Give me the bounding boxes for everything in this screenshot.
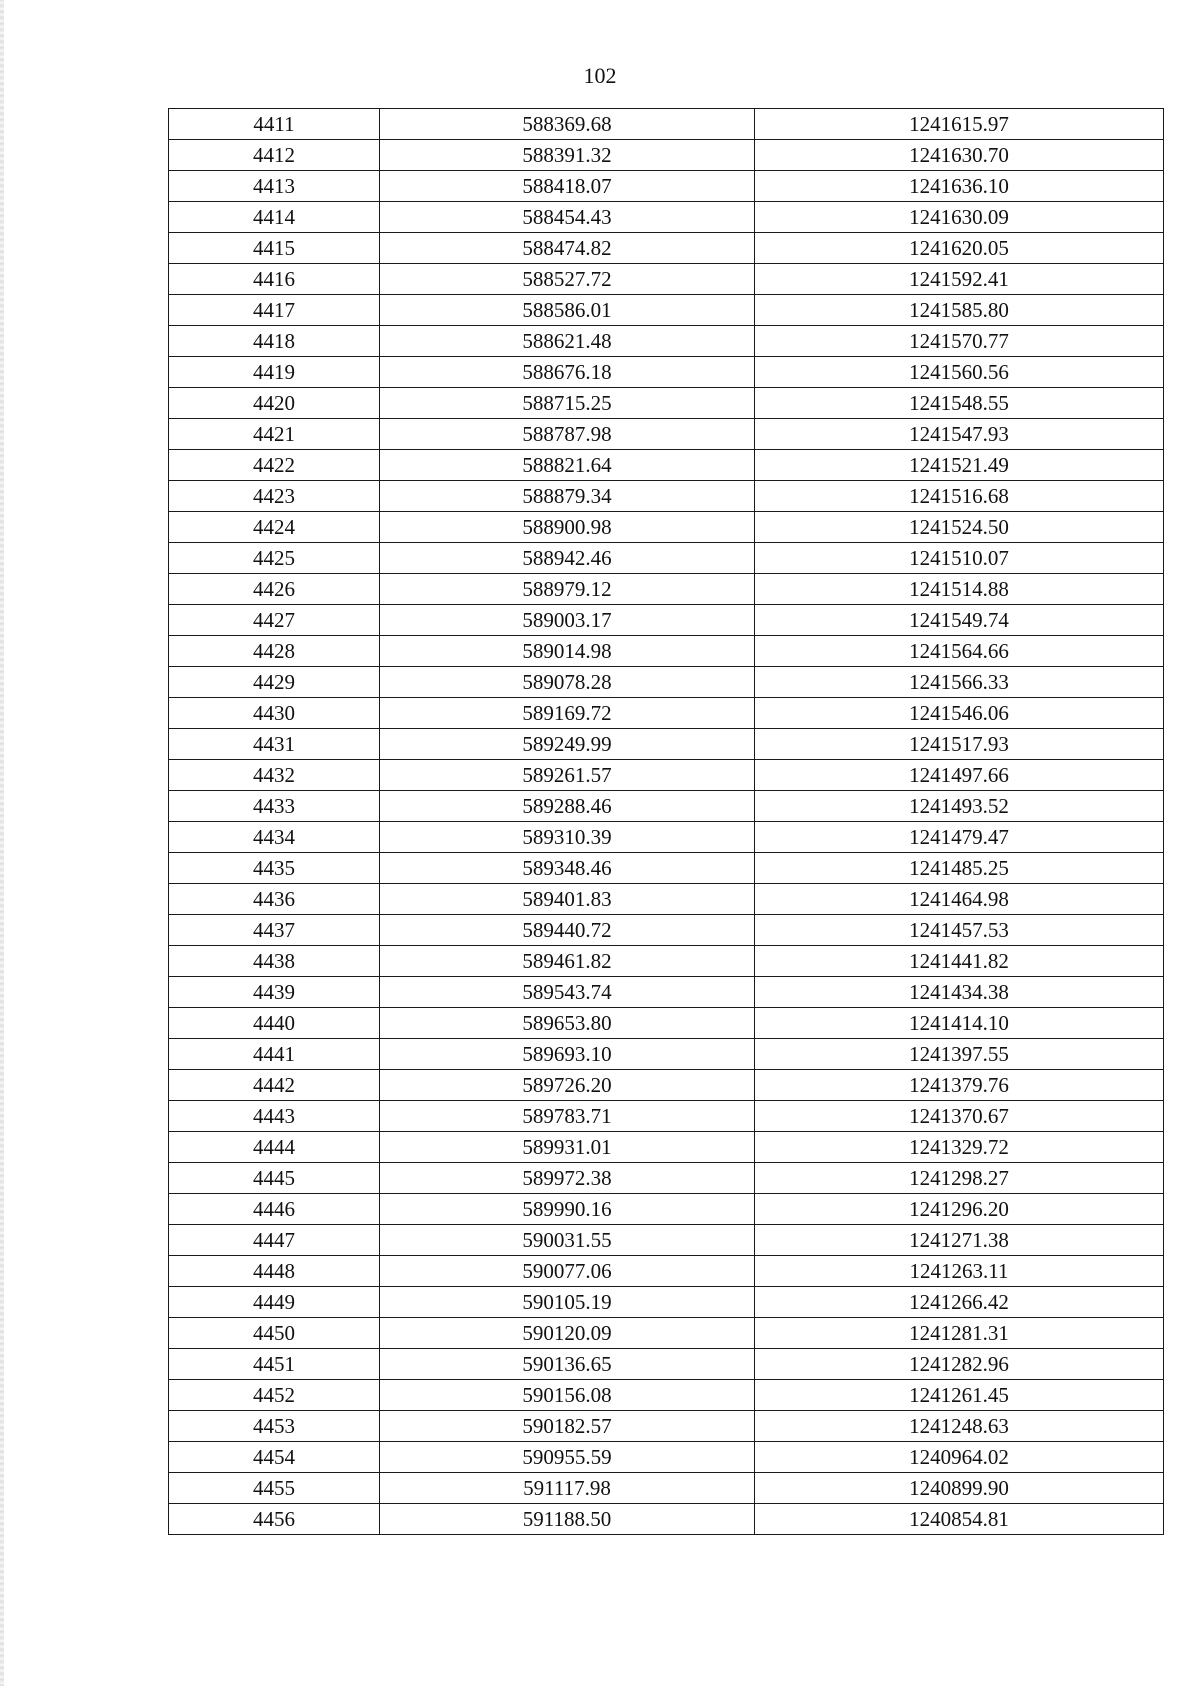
point-number-cell: 4422 (169, 450, 380, 481)
x-coordinate-cell: 588942.46 (380, 543, 755, 574)
x-coordinate-cell: 589014.98 (380, 636, 755, 667)
table-row (169, 1008, 1164, 1039)
table-row (169, 1349, 1164, 1380)
point-number-cell: 4423 (169, 481, 380, 512)
table-row (169, 140, 1164, 171)
table-row (169, 1132, 1164, 1163)
point-number-cell: 4413 (169, 171, 380, 202)
y-coordinate-cell: 1241497.66 (755, 760, 1164, 791)
point-number-cell: 4426 (169, 574, 380, 605)
table-row (169, 171, 1164, 202)
y-coordinate-cell: 1241441.82 (755, 946, 1164, 977)
point-number-cell: 4452 (169, 1380, 380, 1411)
table-row (169, 667, 1164, 698)
point-number-cell: 4431 (169, 729, 380, 760)
x-coordinate-cell: 588715.25 (380, 388, 755, 419)
point-number-cell: 4414 (169, 202, 380, 233)
y-coordinate-cell: 1241271.38 (755, 1225, 1164, 1256)
y-coordinate-cell: 1241493.52 (755, 791, 1164, 822)
point-number-cell: 4448 (169, 1256, 380, 1287)
point-number-cell: 4440 (169, 1008, 380, 1039)
table-row (169, 1039, 1164, 1070)
table-row (169, 326, 1164, 357)
point-number-cell: 4424 (169, 512, 380, 543)
y-coordinate-cell: 1241397.55 (755, 1039, 1164, 1070)
table-row (169, 1442, 1164, 1473)
point-number-cell: 4437 (169, 915, 380, 946)
point-number-cell: 4451 (169, 1349, 380, 1380)
x-coordinate-cell: 588900.98 (380, 512, 755, 543)
x-coordinate-cell: 589972.38 (380, 1163, 755, 1194)
y-coordinate-cell: 1241457.53 (755, 915, 1164, 946)
x-coordinate-cell: 588821.64 (380, 450, 755, 481)
table-row (169, 1504, 1164, 1535)
y-coordinate-cell: 1241547.93 (755, 419, 1164, 450)
x-coordinate-cell: 588391.32 (380, 140, 755, 171)
table-row (169, 357, 1164, 388)
y-coordinate-cell: 1241546.06 (755, 698, 1164, 729)
table-row (169, 1070, 1164, 1101)
x-coordinate-cell: 588418.07 (380, 171, 755, 202)
table-row (169, 1380, 1164, 1411)
point-number-cell: 4454 (169, 1442, 380, 1473)
point-number-cell: 4434 (169, 822, 380, 853)
x-coordinate-cell: 589693.10 (380, 1039, 755, 1070)
y-coordinate-cell: 1241630.09 (755, 202, 1164, 233)
y-coordinate-cell: 1241521.49 (755, 450, 1164, 481)
y-coordinate-cell: 1241282.96 (755, 1349, 1164, 1380)
x-coordinate-cell: 589401.83 (380, 884, 755, 915)
table-row (169, 574, 1164, 605)
y-coordinate-cell: 1241281.31 (755, 1318, 1164, 1349)
point-number-cell: 4421 (169, 419, 380, 450)
x-coordinate-cell: 590136.65 (380, 1349, 755, 1380)
x-coordinate-cell: 590105.19 (380, 1287, 755, 1318)
point-number-cell: 4412 (169, 140, 380, 171)
point-number-cell: 4443 (169, 1101, 380, 1132)
point-number-cell: 4419 (169, 357, 380, 388)
table-row (169, 605, 1164, 636)
table-row (169, 1411, 1164, 1442)
table-row (169, 202, 1164, 233)
table-row (169, 915, 1164, 946)
x-coordinate-cell: 589169.72 (380, 698, 755, 729)
x-coordinate-cell: 590120.09 (380, 1318, 755, 1349)
y-coordinate-cell: 1241485.25 (755, 853, 1164, 884)
x-coordinate-cell: 589931.01 (380, 1132, 755, 1163)
x-coordinate-cell: 588979.12 (380, 574, 755, 605)
y-coordinate-cell: 1241329.72 (755, 1132, 1164, 1163)
point-number-cell: 4438 (169, 946, 380, 977)
y-coordinate-cell: 1241615.97 (755, 109, 1164, 140)
x-coordinate-cell: 589440.72 (380, 915, 755, 946)
point-number-cell: 4450 (169, 1318, 380, 1349)
point-number-cell: 4429 (169, 667, 380, 698)
x-coordinate-cell: 589726.20 (380, 1070, 755, 1101)
y-coordinate-cell: 1241263.11 (755, 1256, 1164, 1287)
x-coordinate-cell: 590182.57 (380, 1411, 755, 1442)
x-coordinate-cell: 588369.68 (380, 109, 755, 140)
y-coordinate-cell: 1241548.55 (755, 388, 1164, 419)
table-row (169, 636, 1164, 667)
x-coordinate-cell: 588527.72 (380, 264, 755, 295)
y-coordinate-cell: 1241566.33 (755, 667, 1164, 698)
y-coordinate-cell: 1241370.67 (755, 1101, 1164, 1132)
table-row (169, 1287, 1164, 1318)
point-number-cell: 4417 (169, 295, 380, 326)
point-number-cell: 4430 (169, 698, 380, 729)
x-coordinate-cell: 591117.98 (380, 1473, 755, 1504)
point-number-cell: 4439 (169, 977, 380, 1008)
table-row (169, 264, 1164, 295)
coordinates-table-body (169, 109, 1164, 1535)
y-coordinate-cell: 1240964.02 (755, 1442, 1164, 1473)
x-coordinate-cell: 589348.46 (380, 853, 755, 884)
point-number-cell: 4420 (169, 388, 380, 419)
x-coordinate-cell: 590955.59 (380, 1442, 755, 1473)
y-coordinate-cell: 1241479.47 (755, 822, 1164, 853)
x-coordinate-cell: 588621.48 (380, 326, 755, 357)
x-coordinate-cell: 590156.08 (380, 1380, 755, 1411)
table-row (169, 853, 1164, 884)
y-coordinate-cell: 1241620.05 (755, 233, 1164, 264)
table-row (169, 822, 1164, 853)
point-number-cell: 4441 (169, 1039, 380, 1070)
table-row (169, 1194, 1164, 1225)
table-row (169, 1256, 1164, 1287)
table-row (169, 233, 1164, 264)
y-coordinate-cell: 1241434.38 (755, 977, 1164, 1008)
table-row (169, 481, 1164, 512)
y-coordinate-cell: 1241570.77 (755, 326, 1164, 357)
table-row (169, 512, 1164, 543)
y-coordinate-cell: 1241261.45 (755, 1380, 1164, 1411)
y-coordinate-cell: 1241564.66 (755, 636, 1164, 667)
y-coordinate-cell: 1241298.27 (755, 1163, 1164, 1194)
point-number-cell: 4456 (169, 1504, 380, 1535)
y-coordinate-cell: 1241464.98 (755, 884, 1164, 915)
page-number: 102 (583, 63, 617, 88)
table-row (169, 1473, 1164, 1504)
x-coordinate-cell: 589990.16 (380, 1194, 755, 1225)
x-coordinate-cell: 589078.28 (380, 667, 755, 698)
x-coordinate-cell: 589783.71 (380, 1101, 755, 1132)
x-coordinate-cell: 590077.06 (380, 1256, 755, 1287)
y-coordinate-cell: 1241524.50 (755, 512, 1164, 543)
x-coordinate-cell: 588787.98 (380, 419, 755, 450)
x-coordinate-cell: 591188.50 (380, 1504, 755, 1535)
y-coordinate-cell: 1241630.70 (755, 140, 1164, 171)
point-number-cell: 4433 (169, 791, 380, 822)
table-row (169, 1318, 1164, 1349)
point-number-cell: 4415 (169, 233, 380, 264)
table-row (169, 946, 1164, 977)
y-coordinate-cell: 1241592.41 (755, 264, 1164, 295)
table-row (169, 791, 1164, 822)
point-number-cell: 4442 (169, 1070, 380, 1101)
y-coordinate-cell: 1241516.68 (755, 481, 1164, 512)
y-coordinate-cell: 1241636.10 (755, 171, 1164, 202)
x-coordinate-cell: 588879.34 (380, 481, 755, 512)
x-coordinate-cell: 588474.82 (380, 233, 755, 264)
table-row (169, 698, 1164, 729)
table-row (169, 884, 1164, 915)
y-coordinate-cell: 1241248.63 (755, 1411, 1164, 1442)
x-coordinate-cell: 588586.01 (380, 295, 755, 326)
point-number-cell: 4435 (169, 853, 380, 884)
point-number-cell: 4428 (169, 636, 380, 667)
x-coordinate-cell: 588676.18 (380, 357, 755, 388)
y-coordinate-cell: 1241510.07 (755, 543, 1164, 574)
table-row (169, 760, 1164, 791)
point-number-cell: 4427 (169, 605, 380, 636)
table-row (169, 419, 1164, 450)
y-coordinate-cell: 1240899.90 (755, 1473, 1164, 1504)
point-number-cell: 4455 (169, 1473, 380, 1504)
x-coordinate-cell: 589461.82 (380, 946, 755, 977)
table-row (169, 543, 1164, 574)
point-number-cell: 4446 (169, 1194, 380, 1225)
point-number-cell: 4445 (169, 1163, 380, 1194)
x-coordinate-cell: 590031.55 (380, 1225, 755, 1256)
point-number-cell: 4449 (169, 1287, 380, 1318)
x-coordinate-cell: 589543.74 (380, 977, 755, 1008)
scan-edge (0, 0, 4, 1686)
x-coordinate-cell: 589261.57 (380, 760, 755, 791)
coordinates-table-container (168, 108, 1163, 1535)
y-coordinate-cell: 1240854.81 (755, 1504, 1164, 1535)
x-coordinate-cell: 589288.46 (380, 791, 755, 822)
point-number-cell: 4447 (169, 1225, 380, 1256)
y-coordinate-cell: 1241560.56 (755, 357, 1164, 388)
x-coordinate-cell: 589310.39 (380, 822, 755, 853)
point-number-cell: 4444 (169, 1132, 380, 1163)
table-row (169, 295, 1164, 326)
point-number-cell: 4436 (169, 884, 380, 915)
y-coordinate-cell: 1241549.74 (755, 605, 1164, 636)
coordinates-table (168, 108, 1164, 1535)
point-number-cell: 4425 (169, 543, 380, 574)
point-number-cell: 4411 (169, 109, 380, 140)
x-coordinate-cell: 589249.99 (380, 729, 755, 760)
point-number-cell: 4416 (169, 264, 380, 295)
table-row (169, 977, 1164, 1008)
table-row (169, 1163, 1164, 1194)
point-number-cell: 4432 (169, 760, 380, 791)
y-coordinate-cell: 1241296.20 (755, 1194, 1164, 1225)
y-coordinate-cell: 1241585.80 (755, 295, 1164, 326)
x-coordinate-cell: 589653.80 (380, 1008, 755, 1039)
y-coordinate-cell: 1241517.93 (755, 729, 1164, 760)
y-coordinate-cell: 1241266.42 (755, 1287, 1164, 1318)
table-row (169, 729, 1164, 760)
point-number-cell: 4453 (169, 1411, 380, 1442)
y-coordinate-cell: 1241379.76 (755, 1070, 1164, 1101)
table-row (169, 1225, 1164, 1256)
table-row (169, 450, 1164, 481)
y-coordinate-cell: 1241514.88 (755, 574, 1164, 605)
table-row (169, 388, 1164, 419)
point-number-cell: 4418 (169, 326, 380, 357)
table-row (169, 1101, 1164, 1132)
x-coordinate-cell: 589003.17 (380, 605, 755, 636)
x-coordinate-cell: 588454.43 (380, 202, 755, 233)
y-coordinate-cell: 1241414.10 (755, 1008, 1164, 1039)
table-row (169, 109, 1164, 140)
